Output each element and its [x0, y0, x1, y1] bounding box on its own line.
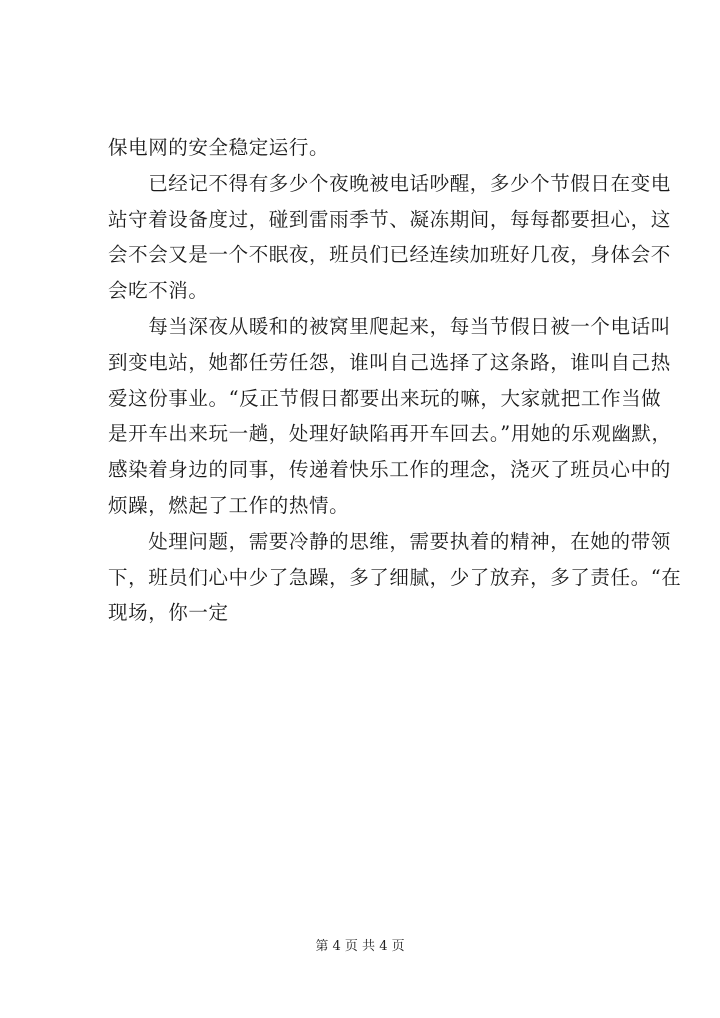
text-line: 感染着身边的同事，传递着快乐工作的理念，浇灭了班员心中的 [108, 458, 671, 481]
text-line: 站守着设备度过，碰到雷雨季节、凝冻期间，每每都要担心，这 [108, 208, 671, 231]
text-line: 每当深夜从暖和的被窝里爬起来，每当节假日被一个电话叫 [108, 315, 671, 338]
text-line: 是开车出来玩一趟，处理好缺陷再开车回去。”用她的乐观幽默， [108, 422, 672, 445]
text-line: 烦躁，燃起了工作的热情。 [108, 494, 350, 517]
text-line: 会不会又是一个不眠夜，班员们已经连续加班好几夜，身体会不 [108, 243, 671, 266]
text-line: 到变电站，她都任劳任怨，谁叫自己选择了这条路，谁叫自己热 [108, 351, 671, 374]
page-footer: 第 4 页 共 4 页 [315, 939, 405, 954]
text-line: 已经记不得有多少个夜晚被电话吵醒，多少个节假日在变电 [108, 172, 671, 195]
text-line: 下，班员们心中少了急躁，多了细腻，少了放弃，多了责任。“在 [108, 566, 682, 589]
text-line: 会吃不消。 [108, 279, 209, 302]
text-line: 爱这份事业。“反正节假日都要出来玩的嘛，大家就把工作当做 [108, 387, 662, 410]
text-line: 保电网的安全稳定运行。 [108, 136, 330, 159]
text-line: 处理问题，需要冷静的思维，需要执着的精神，在她的带领 [108, 530, 671, 553]
text-line: 现场，你一定 [108, 601, 229, 624]
